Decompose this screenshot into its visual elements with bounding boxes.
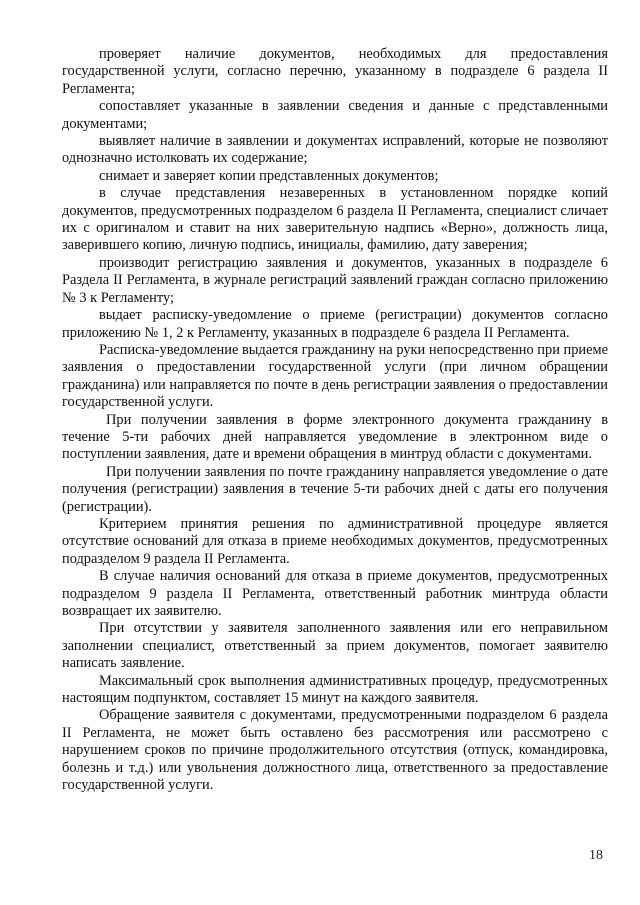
paragraph: При отсутствии у заявителя заполненного заявления или его неправильном заполнении специалист, ответственный за прием документов, помогает заявителю написать заявление. xyxy=(62,620,608,672)
paragraph: В случае наличия оснований для отказа в приеме документов, предусмотренных подразделом 9 раздела II Регламента, ответственный работник минтруда области возвращает их заявителю. xyxy=(62,568,608,619)
paragraph: Расписка-уведомление выдается гражданину на руки непосредственно при приеме заявления о предоставлении государственной услуги (при личном обращении гражданина) или направляется по почте в день регистрации заявления о предоставлении государственной услуги. xyxy=(62,341,608,411)
paragraph: проверяет наличие документов, необходимых для предоставления государственной услуги, согласно перечню, указанному в подразделе 6 раздела II Регламента; xyxy=(62,46,608,97)
page-number: 18 xyxy=(589,848,603,863)
paragraph: выдает расписку-уведомление о приеме (регистрации) документов согласно приложению № 1, 2 к Регламенту, указанных в подразделе 6 раздела II Регламента. xyxy=(62,307,608,341)
paragraph: Критерием принятия решения по административной процедуре является отсутствие оснований для отказа в приеме необходимых документов, предусмотренных подразделом 9 раздела II Регламента. xyxy=(62,515,608,567)
paragraph: Обращение заявителя с документами, предусмотренными подразделом 6 раздела II Регламента, не может быть оставлено без рассмотрения или рассмотрено с нарушением сроков по причине продолжительного отсутствия (отпуск, командировка, болезнь и т.д.) или увольнения должностного лица, ответственного за предоставление государственной услуги. xyxy=(62,707,608,794)
paragraph: производит регистрацию заявления и документов, указанных в подразделе 6 Раздела II Регламента, в журнале регистраций заявлений граждан согласно приложению № 3 к Регламенту; xyxy=(62,254,608,306)
paragraph: выявляет наличие в заявлении и документах исправлений, которые не позволяют однозначно истолковать их содержание; xyxy=(62,133,608,167)
paragraph: сопоставляет указанные в заявлении сведения и данные с представленными документами; xyxy=(62,98,608,132)
paragraph: Максимальный срок выполнения административных процедур, предусмотренных настоящим подпунктом, составляет 15 минут на каждого заявителя. xyxy=(62,672,608,707)
paragraph: в случае представления незаверенных в установленном порядке копий документов, предусмотренных подразделом 6 раздела II Регламента, специалист сличает их с оригиналом и ставит на них заверительную надпись «Верно», должность лица, заверившего копию, личную подпись, инициалы, фамилию, дату заверения; xyxy=(62,185,608,254)
paragraph: При получении заявления в форме электронного документа гражданину в течение 5-ти рабочих дней направляется уведомление в электронном виде о поступлении заявления, дате и времени обращения в минтруд области с документами. xyxy=(62,411,608,463)
document-page xyxy=(62,46,608,794)
paragraph: При получении заявления по почте гражданину направляется уведомление о дате получения (регистрации) заявления в течение 5-ти рабочих дней с даты его получения (регистрации). xyxy=(62,463,608,515)
paragraph: снимает и заверяет копии представленных документов; xyxy=(99,167,439,184)
